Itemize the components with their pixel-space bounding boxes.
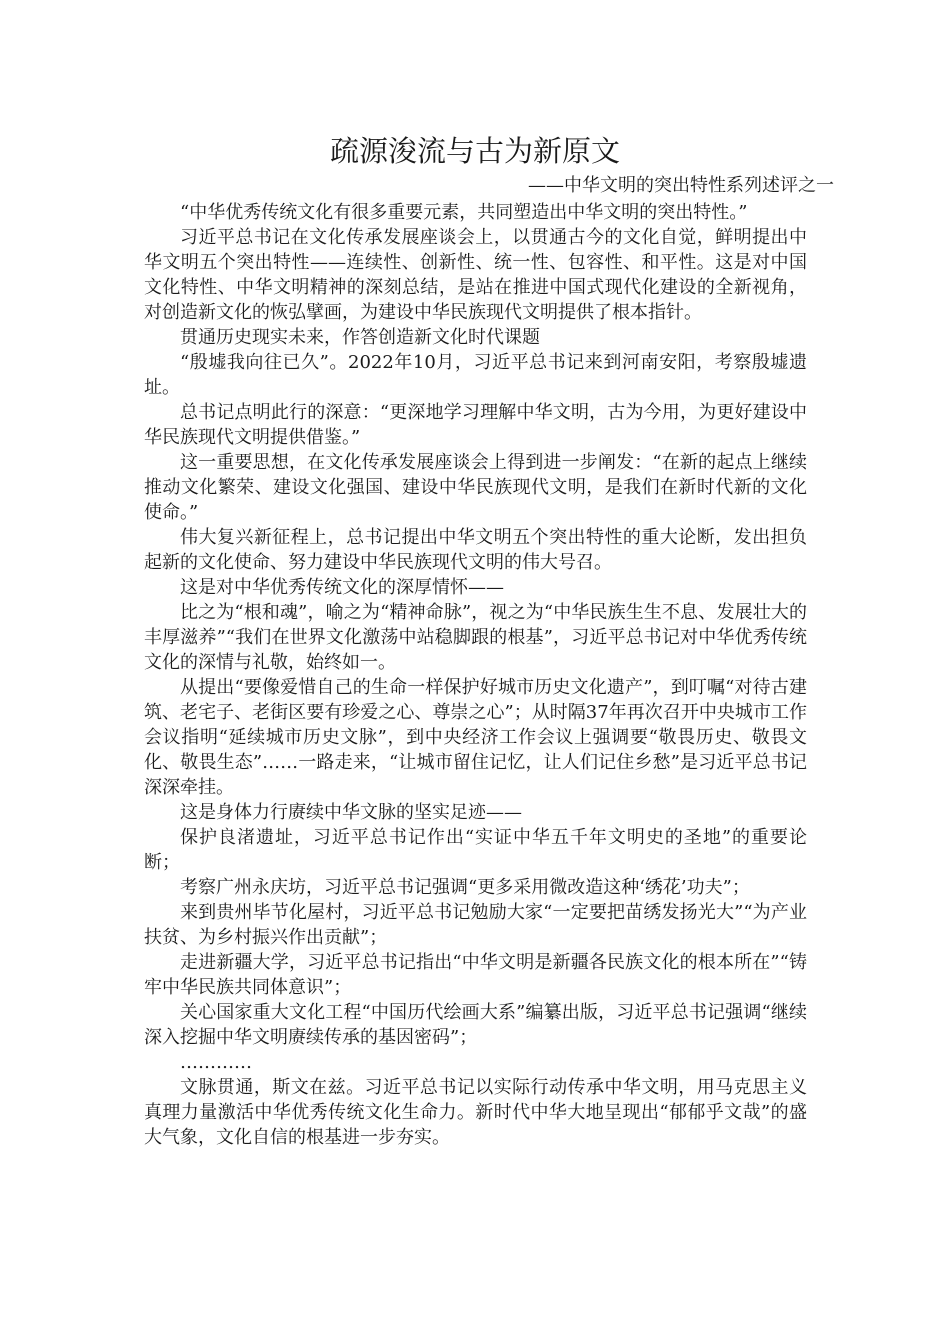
paragraph: 总书记点明此行的深意：“更深地学习理解中华文明，古为今用，为更好建设中华民族现代文明提供借鉴。” — [144, 402, 807, 448]
paragraph: 这是身体力行赓续中华文脉的坚实足迹—— — [180, 802, 522, 823]
paragraph: 走进新疆大学，习近平总书记指出“中华文明是新疆各民族文化的根本所在”“铸牢中华民族共同体意识”； — [144, 952, 807, 998]
document-body — [144, 200, 807, 1150]
paragraph: 比之为“根和魂”，喻之为“精神命脉”，视之为“中华民族生生不息、发展壮大的丰厚滋养”“我们在世界文化激荡中站稳脚跟的根基”，习近平总书记对中华优秀传统文化的深情与礼敬，始终如一。 — [144, 602, 807, 673]
ellipsis-line: ………… — [180, 1052, 252, 1073]
document-title: 疏源浚流与古为新原文 — [329, 134, 620, 168]
paragraph: 保护良渚遗址，习近平总书记作出“实证中华五千年文明史的圣地”的重要论断； — [144, 827, 807, 873]
paragraph: 关心国家重大文化工程“中国历代绘画大系”编纂出版，习近平总书记强调“继续深入挖掘中华文明赓续传承的基因密码”； — [144, 1002, 807, 1048]
paragraph: 习近平总书记在文化传承发展座谈会上，以贯通古今的文化自觉，鲜明提出中华文明五个突出特性——连续性、创新性、统一性、包容性、和平性。这是对中国文化特性、中华文明精神的深刻总结，是站在推进中国式现代化建设的全新视角，对创造新文化的恢弘擘画，为建设中华民族现代文明提供了根本指针。 — [144, 227, 807, 323]
paragraph: 这是对中华优秀传统文化的深厚情怀—— — [180, 577, 504, 598]
paragraph: 文脉贯通，斯文在兹。习近平总书记以实际行动传承中华文明，用马克思主义真理力量激活中华优秀传统文化生命力。新时代中华大地呈现出“郁郁乎文哉”的盛大气象，文化自信的根基进一步夯实。 — [144, 1077, 807, 1148]
paragraph: “殷墟我向往已久”。2022年10月，习近平总书记来到河南安阳，考察殷墟遗址。 — [144, 352, 807, 398]
paragraph: 伟大复兴新征程上，总书记提出中华文明五个突出特性的重大论断，发出担负起新的文化使命、努力建设中华民族现代文明的伟大号召。 — [144, 527, 807, 573]
paragraph: 从提出“要像爱惜自己的生命一样保护好城市历史文化遗产”，到叮嘱“对待古建筑、老宅子、老街区要有珍爱之心、尊崇之心”；从时隔37年再次召开中央城市工作会议指明“延续城市历史文脉”，到中央经济工作会议上强调要“敬畏历史、敬畏文化、敬畏生态”……一路走来，“让城市留住记忆，让人们记住乡愁”是习近平总书记深深牵挂。 — [144, 677, 807, 798]
paragraph: 这一重要思想，在文化传承发展座谈会上得到进一步阐发：“在新的起点上继续推动文化繁荣、建设文化强国、建设中华民族现代文明，是我们在新时代新的文化使命。” — [144, 452, 807, 523]
paragraph: 来到贵州毕节化屋村，习近平总书记勉励大家“一定要把苗绣发扬光大”“为产业扶贫、为乡村振兴作出贡献”； — [144, 902, 807, 948]
paragraph: “中华优秀传统文化有很多重要元素，共同塑造出中华文明的突出特性。” — [180, 202, 748, 223]
paragraph: 考察广州永庆坊，习近平总书记强调“更多采用微改造这种‘绣花’功夫”； — [180, 877, 750, 898]
section-heading: 贯通历史现实未来，作答创造新文化时代课题 — [180, 327, 540, 348]
document-subtitle: ——中华文明的突出特性系列述评之一 — [528, 175, 834, 196]
